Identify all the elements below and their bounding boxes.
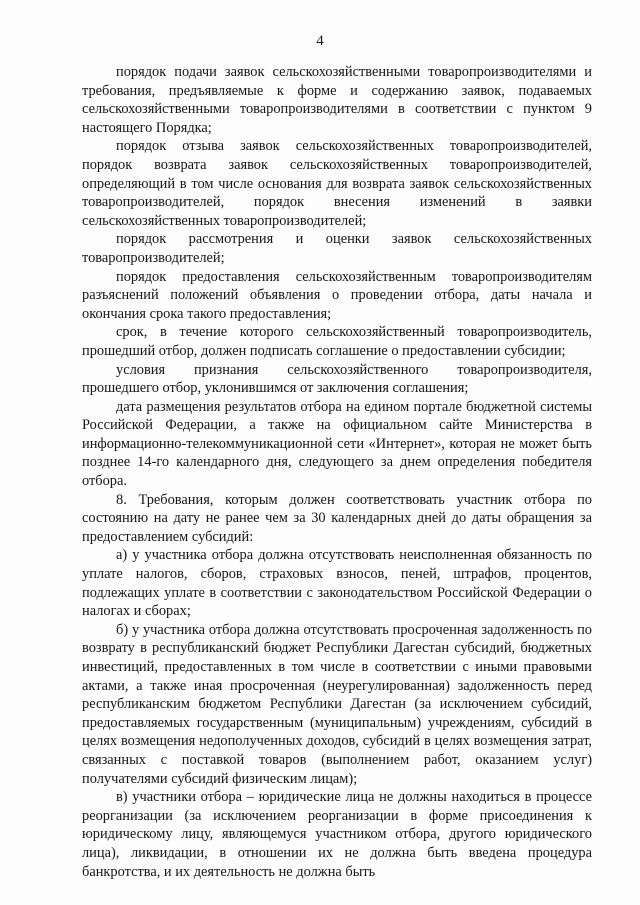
page-number: 4 [316, 33, 324, 49]
paragraph-requirement-b: б) у участника отбора должна отсутствовать просроченная задолженность по возврату в республиканский бюджет Республики Дагестан субсидий, бюджетных инвестиций, предоставленных в том числе в соответствии с иными правовыми актами, а также иная просроченная (неурегулированная) задолженность перед республиканским бюджетом Республики Дагестан (за исключением субсидий, предоставляемых государственным (муниципальным) учреждениям, субсидий в целях возмещения недополученных доходов, субсидий в целях возмещения затрат, связанных с поставкой товаров (выполнением работ, оказанием услуг) получателями субсидий физическим лицам); [82, 621, 592, 787]
paragraph-clarifications: порядок предоставления сельскохозяйственным товаропроизводителям разъяснений положений объявления о проведении отбора, даты начала и окончания срока такого предоставления; [82, 268, 592, 322]
paragraph-requirement-a: а) у участника отбора должна отсутствовать неисполненная обязанность по уплате налогов, сборов, страховых взносов, пеней, штрафов, процентов, подлежащих уплате в соответствии с законодательством Российской Федерации о налогах и сборах; [82, 547, 592, 620]
paragraph-application-withdrawal: порядок отзыва заявок сельскохозяйственных товаропроизводителей, порядок возврата заявок сельскохозяйственных товаропроизводителей, определяющий в том числе основания для возврата заявок сельскохозяйственных товаропроизводителей, порядок внесения изменений в заявки сельскохозяйственных товаропроизводителей; [82, 138, 592, 229]
paragraph-evasion-conditions: условия признания сельскохозяйственного товаропроизводителя, прошедшего отбор, уклонившимся от заключения соглашения; [82, 361, 592, 397]
paragraph-agreement-deadline: срок, в течение которого сельскохозяйственный товаропроизводитель, прошедший отбор, должен подписать соглашение о предоставлении субсидии; [82, 324, 592, 359]
paragraph-requirement-c: в) участники отбора – юридические лица не должны находиться в процессе реорганизации (за исключением реорганизации в форме присоединения к юридическому лицу, являющемуся участником отбора, другого юридического лица), ликвидации, в отношении их не должна быть введена процедура банкротства, и их деятельность не должна быть [82, 789, 592, 880]
document-body [82, 63, 592, 881]
paragraph-section-8-requirements: 8. Требования, которым должен соответствовать участник отбора по состоянию на дату не ранее чем за 30 календарных дней до даты обращения за предоставлением субсидий: [82, 491, 592, 545]
paragraph-results-publication: дата размещения результатов отбора на едином портале бюджетной системы Российской Федерации, а также на официальном сайте Министерства в информационно-телекоммуникационной сети «Интернет», которая не может быть позднее 14-го календарного дня, следующего за днем определения победителя отбора. [82, 398, 592, 490]
paragraph-application-review: порядок рассмотрения и оценки заявок сельскохозяйственных товаропроизводителей; [82, 231, 592, 266]
paragraph-application-submission: порядок подачи заявок сельскохозяйственными товаропроизводителями и требования, предъявляемые к форме и содержанию заявок, подаваемых сельскохозяйственными товаропроизводителями в соответствии с пунктом 9 настоящего Порядка; [82, 64, 592, 136]
